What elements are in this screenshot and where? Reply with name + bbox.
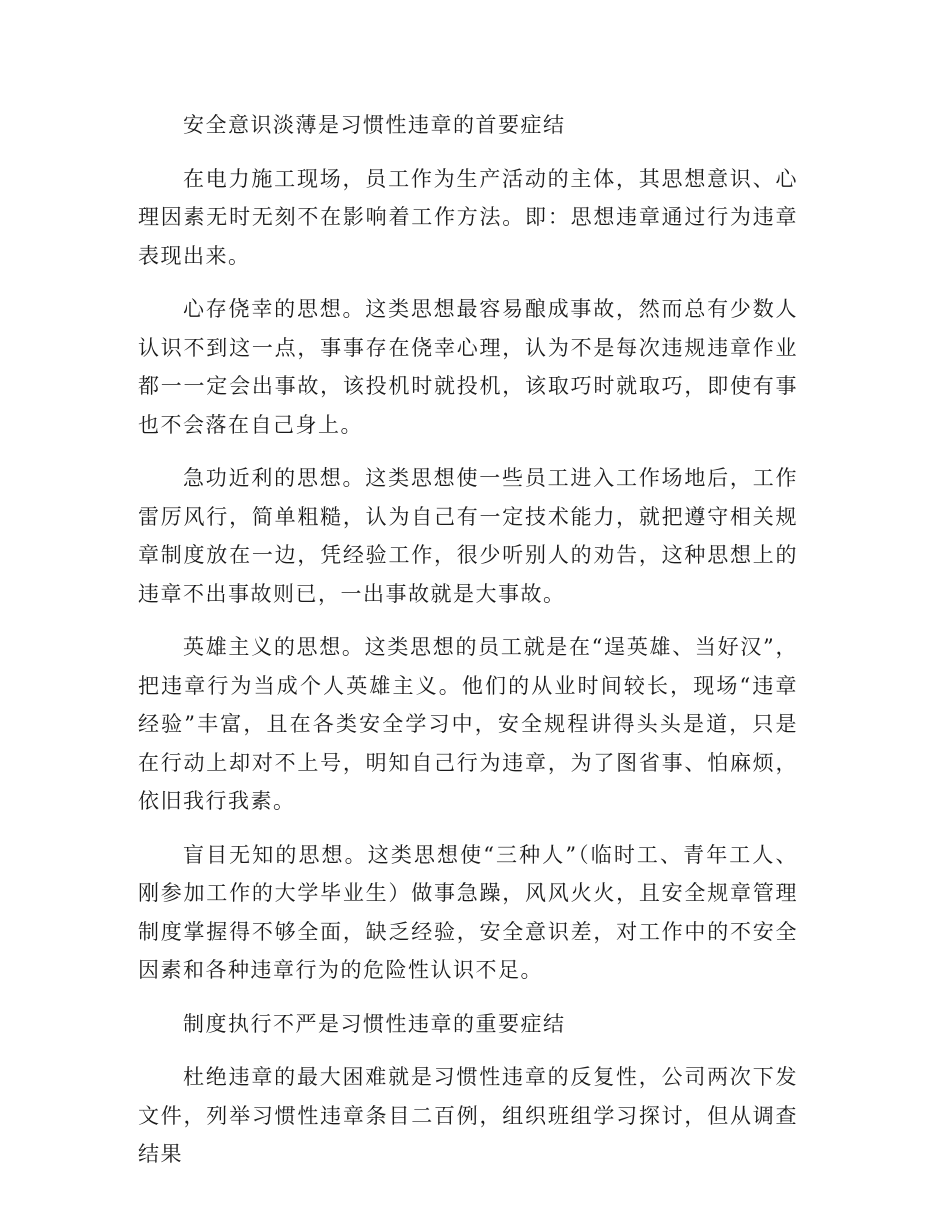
- paragraph-repetition: 杜绝违章的最大困难就是习惯性违章的反复性，公司两次下发文件，列举习惯性违章条目二百例，组织班组学习探讨，但从调查结果: [138, 1065, 798, 1166]
- paragraph-quick-success: 急功近利的思想。这类思想使一些员工进入工作场地后，工作雷厉风行，简单粗糙，认为自己有一定技术能力，就把遵守相关规章制度放在一边，凭经验工作，很少听别人的劝告，这种思想上的违章不出事故则已，一出事故就是大事故。: [138, 466, 798, 606]
- paragraph-ignorance: 盲目无知的思想。这类思想使“三种人”（临时工、青年工人、刚参加工作的大学毕业生）做事急躁，风风火火，且安全规章管理制度掌握得不够全面，缺乏经验，安全意识差，对工作中的不安全因素和各种违章行为的危险性认识不足。: [138, 842, 798, 982]
- paragraph-heroism: 英雄主义的思想。这类思想的员工就是在“逞英雄、当好汉”，把违章行为当成个人英雄主义。他们的从业时间较长，现场“违章经验”丰富，且在各类安全学习中，安全规程讲得头头是道，只是在行动上却对不上号，明知自己行为违章，为了图省事、怕麻烦，依旧我行我素。: [138, 635, 798, 813]
- document-body: [138, 106, 798, 1189]
- section-heading-enforcement: 制度执行不严是习惯性违章的重要症结: [183, 1011, 566, 1036]
- paragraph-luck-mentality: 心存侥幸的思想。这类思想最容易酿成事故，然而总有少数人认识不到这一点，事事存在侥幸心理，认为不是每次违规违章作业都一一定会出事故，该投机时就投机，该取巧时就取巧，即使有事也不会落在自己身上。: [138, 297, 798, 437]
- section-heading-safety-awareness: 安全意识淡薄是习惯性违章的首要症结: [183, 113, 566, 137]
- paragraph-intro: 在电力施工现场，员工作为生产活动的主体，其思想意识、心理因素无时无刻不在影响着工作方法。即：思想违章通过行为违章表现出来。: [138, 166, 798, 268]
